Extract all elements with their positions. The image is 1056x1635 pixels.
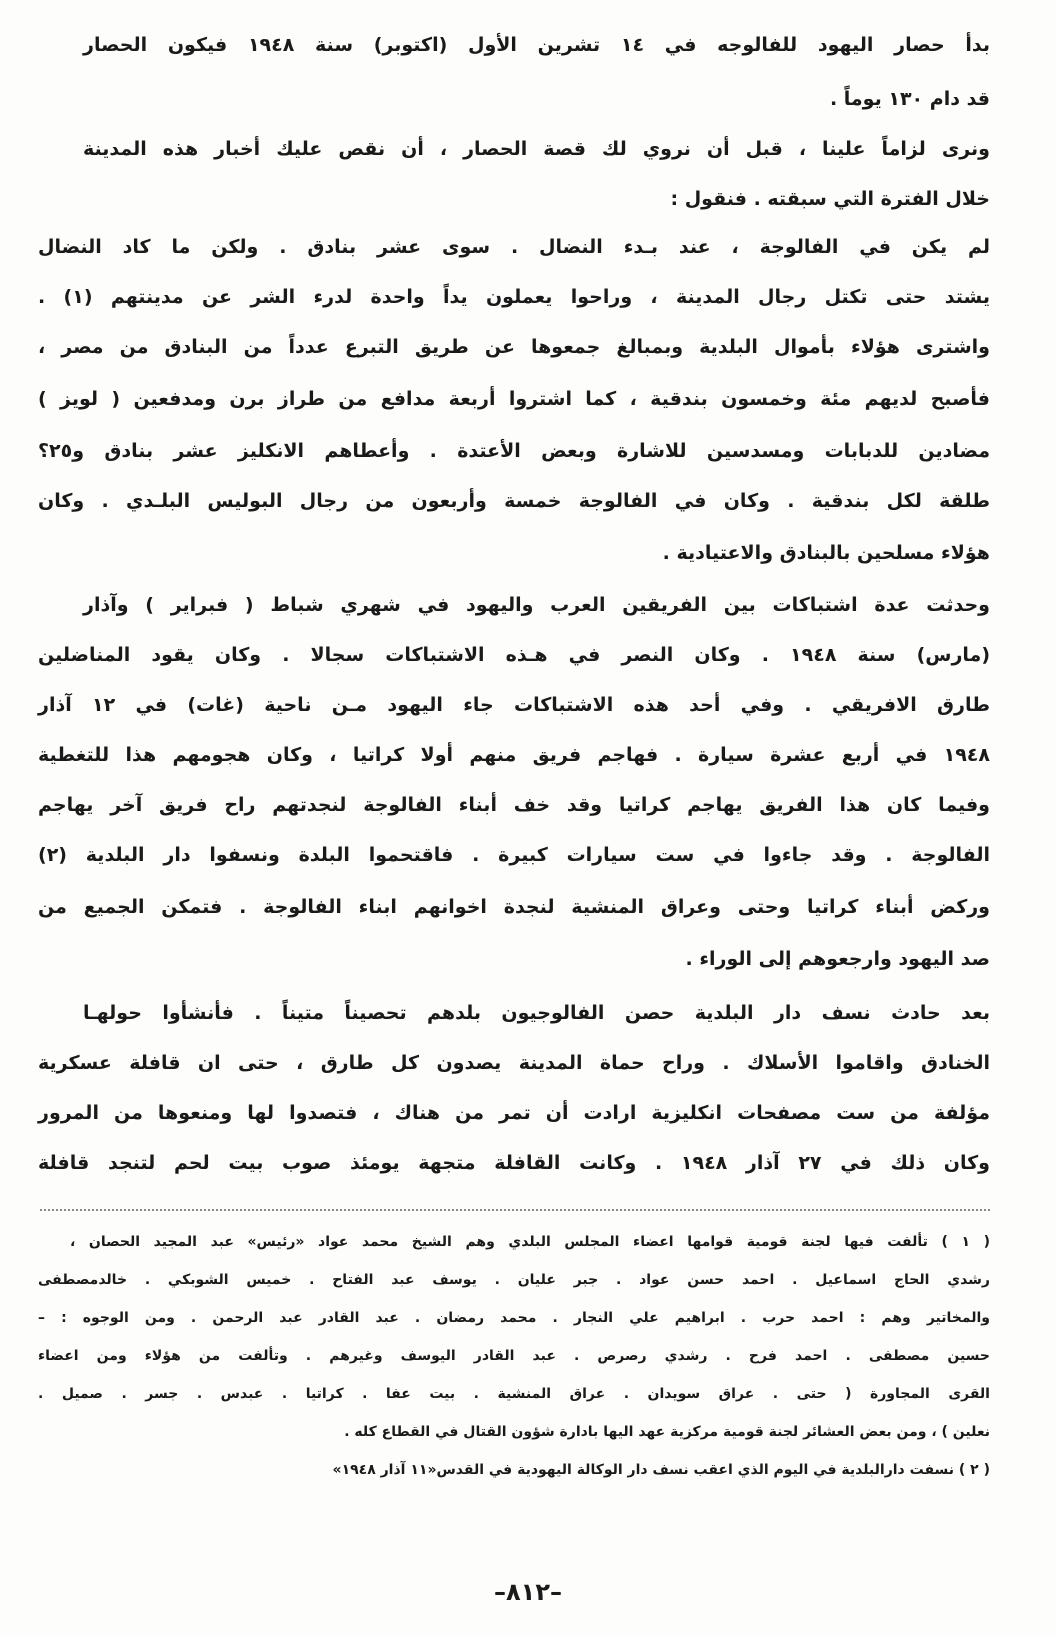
footnote-line: ( ٢ ) نسفت دارالبلدية في اليوم الذي اعقب نسف دار الوكالة اليهودية في القدس«١١ آذار ١٩٤٨» (332, 1462, 990, 1478)
body-line: طلقة لكل بندقية . وكان في الفالوجة خمسة وأربعون من رجال البوليس البلـدي . وكان (38, 490, 990, 512)
body-line: قد دام ١٣٠ يوماً . (829, 88, 990, 110)
body-line: (مارس) سنة ١٩٤٨ . وكان النصر في هـذه الاشتباكات سجالا . وكان يقود المناضلين (38, 644, 990, 666)
body-line: وفيما كان هذا الفريق يهاجم كراتيا وقد خف أبناء الفالوجة لنجدتهم راح فريق آخر يهاجم (38, 794, 990, 816)
body-line: هؤلاء مسلحين بالبنادق والاعتيادية . (662, 542, 990, 564)
body-line: لم يكن في الفالوجة ، عند بـدء النضال . سوى عشر بنادق . ولكن ما كاد النضال (38, 236, 990, 258)
body-line: الفالوجة . وقد جاءوا في ست سيارات كبيرة . فاقتحموا البلدة ونسفوا دار البلدية (٢) (38, 844, 990, 866)
body-line: وحدثت عدة اشتباكات بين الفريقين العرب واليهود في شهري شباط ( فبراير ) وآذار (83, 594, 990, 616)
body-line: ونرى لزاماً علينا ، قبل أن نروي لك قصة الحصار ، أن نقص عليك أخبار هذه المدينة (83, 138, 990, 160)
footnote-line: والمخاتير وهم : احمد حرب . ابراهيم علي النجار . محمد رمضان . عبد القادر عبد الرحمن . ومن الوجوه : – (38, 1310, 990, 1326)
body-line: بدأ حصار اليهود للفالوجه في ١٤ تشرين الأول (اكتوبر) سنة ١٩٤٨ فيكون الحصار (83, 34, 990, 56)
body-line: يشتد حتى تكتل رجال المدينة ، وراحوا يعملون يداً واحدة لدرء الشر عن مدينتهم (١) . (38, 286, 990, 308)
footnote-divider (40, 1209, 990, 1211)
page-number: –٨١٢– (494, 1578, 562, 1606)
footnote-line: حسين مصطفى . احمد فرح . رشدي رصرص . عبد القادر اليوسف وغيرهم . وتألفت من هؤلاء ومن اعضاء (38, 1348, 990, 1364)
body-line: واشترى هؤلاء بأموال البلدية وبمبالغ جمعوها عن طريق التبرع عدداً من البنادق من مصر ، (38, 336, 990, 358)
body-line: مضادين للدبابات ومسدسين للاشارة وبعض الأعتدة . وأعطاهم الانكليز عشر بنادق و٢٥؟ (38, 440, 990, 462)
body-line: وركض أبناء كراتيا وحتى وعراق المنشية لنجدة اخوانهم ابناء الفالوجة . فتمكن الجميع من (38, 896, 990, 918)
body-line: صد اليهود وارجعوهم إلى الوراء . (685, 948, 990, 970)
footnote-line: القرى المجاورة ( حتى . عراق سويدان . عراق المنشية . بيت عفا . كراتيا . عبدس . جسر . صميل . (38, 1386, 990, 1402)
footnote-line: رشدي الحاج اسماعيل . احمد حسن عواد . جبر عليان . يوسف عبد الفتاح . خميس الشوبكي . خالدمصطفى (38, 1272, 990, 1288)
body-line: ١٩٤٨ في أربع عشرة سيارة . فهاجم فريق منهم أولا كراتيا ، وكان هجومهم هذا للتغطية (38, 744, 990, 766)
body-line: طارق الافريقي . وفي أحد هذه الاشتباكات جاء اليهود مـن ناحية (غات) في ١٢ آذار (38, 694, 990, 716)
footnote-line: ( ١ ) تألفت فيها لجنة قومية قوامها اعضاء المجلس البلدي وهم الشيخ محمد عواد «رئيس» عبد المجيد الحصان ، (70, 1234, 991, 1250)
body-line: مؤلفة من ست مصفحات انكليزية ارادت أن تمر من هناك ، فتصدوا لها ومنعوها من المرور (38, 1102, 990, 1124)
body-line: وكان ذلك في ٢٧ آذار ١٩٤٨ . وكانت القافلة متجهة يومئذ صوب بيت لحم لتنجد قافلة (38, 1152, 990, 1174)
body-line: فأصبح لديهم مئة وخمسون بندقية ، كما اشتروا أربعة مدافع من طراز برن ومدفعين ( لويز ) (38, 388, 990, 410)
footnote-line: نعلين ) ، ومن بعض العشائر لجنة قومية مركزية عهد اليها بادارة شؤون القتال في القطاع كله . (344, 1424, 990, 1440)
body-line: الخنادق واقاموا الأسلاك . وراح حماة المدينة يصدون كل طارق ، حتى ان قافلة عسكرية (38, 1052, 990, 1074)
body-line: بعد حادث نسف دار البلدية حصن الفالوجيون بلدهم تحصيناً متيناً . فأنشأوا حولهـا (83, 1002, 990, 1024)
body-line: خلال الفترة التي سبقته . فنقول : (670, 188, 990, 210)
